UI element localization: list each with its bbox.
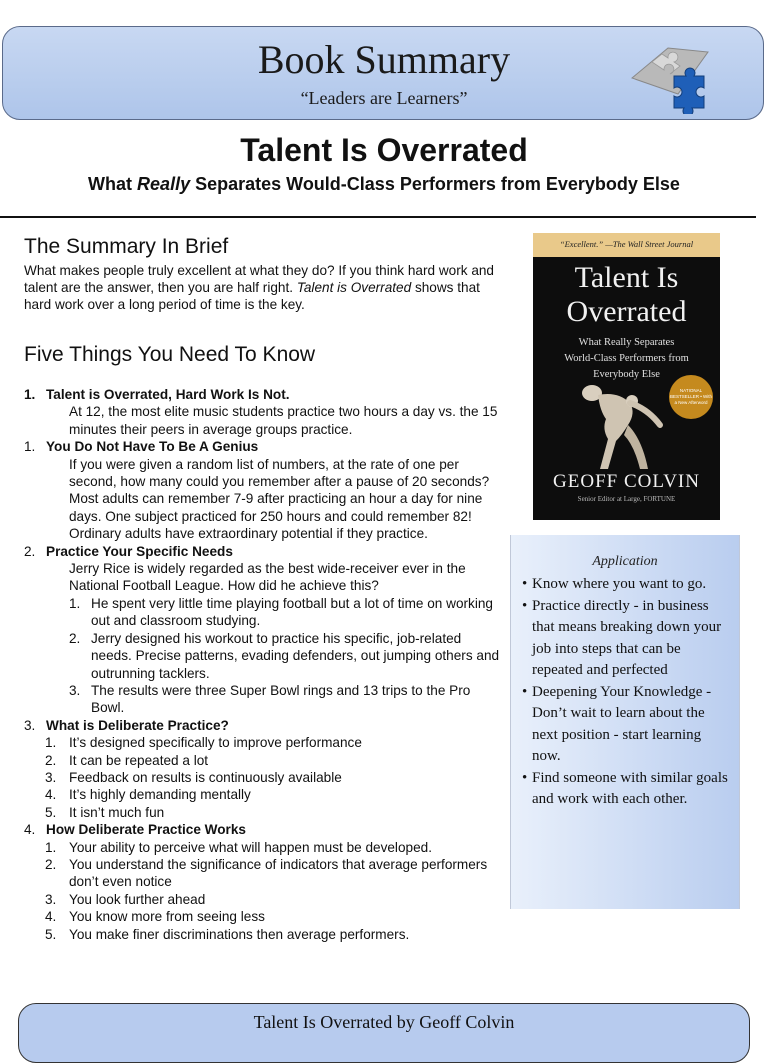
sub-point: 2. Jerry designed his workout to practice his specific, job-related needs. Precise patterns, evading defenders, out jumping others and outrunning tacklers.	[69, 630, 500, 681]
list-item-body: If you were given a random list of numbers, at the rate of one per second, how many could you remember after a pause of 20 seconds? Most adults can remember 7-9 after practicing an hour a day for nine days. One subject practiced for 250 hours and could remember 82! Ordinary adults have extraordinary potential if they practice.	[69, 456, 490, 542]
list-item-title: You Do Not Have To Be A Genius	[46, 439, 259, 455]
list-item-body: At 12, the most elite music students practice two hours a day vs. the 15 minutes their peers in average groups practice.	[69, 404, 498, 437]
header-title: Book Summary	[257, 37, 511, 82]
sub-point: 3. You look further ahead	[45, 891, 206, 907]
cover-author-note: Senior Editor at Large, FORTUNE	[577, 495, 676, 503]
application-list	[522, 574, 732, 811]
list-item: 4. How Deliberate Practice Works 1. Your ability to perceive what will happen must be developed. 2. You understand the significance of indicators that average performers don’t even notice 3. You look further ahead 4. You know more from seeing less 5. You make finer discriminations then average performers.	[24, 821, 504, 943]
book-subtitle: What Really Separates Would-Class Performers from Everybody Else	[88, 174, 680, 194]
sub-point: 4. You know more from seeing less	[45, 909, 265, 925]
sub-point: 1. Your ability to perceive what will happen must be developed.	[45, 839, 432, 855]
bestseller-seal: NATIONAL BESTSELLER • With a New Afterword	[669, 375, 713, 419]
summary-heading: The Summary In Brief	[24, 235, 229, 258]
book-title: Talent Is Overrated	[240, 132, 528, 168]
list-item-title: Practice Your Specific Needs	[46, 543, 233, 559]
header-tagline: “Leaders are Learners”	[300, 88, 468, 108]
application-item: • Deepening Your Knowledge - Don’t wait to learn about the next position - start learning now.	[522, 683, 712, 764]
sub-point: 5. It isn’t much fun	[45, 804, 165, 820]
application-item: • Practice directly - in business that means breaking down your job into steps that can be repeated and perfected	[522, 597, 722, 678]
list-item-title: Talent is Overrated, Hard Work Is Not.	[46, 387, 290, 402]
sub-point: 2. You understand the significance of indicators that average performers don’t even notice	[45, 856, 488, 890]
discus-thrower-statue-icon	[578, 381, 668, 471]
sub-point: 2. It can be repeated a lot	[45, 752, 209, 768]
sub-point: 1. He spent very little time playing football but a lot of time on working out and classroom studying.	[69, 595, 493, 629]
list-item: 1. Talent is Overrated, Hard Work Is Not. At 12, the most elite music students practice two hours a day vs. the 15 minutes their peers in average groups practice.	[24, 386, 504, 438]
list-item: 3. What is Deliberate Practice? 1. It’s designed specifically to improve performance 2. It can be repeated a lot 3. Feedback on results is continuously available 4. It’s highly demanding mentally 5. It isn’t much fun	[24, 717, 504, 821]
puzzle-piece-icon	[624, 34, 714, 114]
sub-point: 4. It’s highly demanding mentally	[45, 787, 251, 803]
list-item-body: Jerry Rice is widely regarded as the best wide-receiver ever in the National Football League. How did he achieve this?	[69, 561, 466, 594]
application-item: • Know where you want to go.	[522, 576, 707, 592]
application-title: Application	[592, 554, 658, 569]
list-item-title: How Deliberate Practice Works	[46, 822, 246, 838]
cover-subtitle: What Really Separates World-Class Performers from Everybody Else	[564, 337, 689, 380]
application-item: • Find someone with similar goals and work with each other.	[522, 769, 728, 807]
sub-point: 5. You make finer discriminations then average performers.	[45, 926, 410, 942]
list-item-title: What is Deliberate Practice?	[46, 717, 229, 733]
five-things-list	[24, 386, 504, 943]
sub-point: 3. Feedback on results is continuously available	[45, 769, 342, 785]
list-item: 1. You Do Not Have To Be A Genius If you were given a random list of numbers, at the rate of one per second, how many could you remember after a pause of 20 seconds? Most adults can remember 7-9 after practicing an hour a day for nine days. One subject practiced for 250 hours and could remember 82! Ordinary adults have extraordinary potential if they practice.	[24, 438, 504, 542]
book-cover	[533, 233, 720, 520]
cover-title: Talent Is Overrated	[566, 261, 687, 328]
sub-point: 3. The results were three Super Bowl rings and 13 trips to the Pro Bowl.	[69, 682, 471, 716]
list-item: 2. Practice Your Specific Needs Jerry Rice is widely regarded as the best wide-receiver ever in the National Football League. How did he achieve this? 1. He spent very little time playing football but a lot of time on working out and classroom studying. 2. Jerry designed his workout to practice his specific, job-related needs. Precise patterns, evading defenders, out jumping others and outrunning tacklers. 3. The results were three Super Bowl rings and 13 trips to the Pro Bowl.	[24, 543, 504, 717]
cover-quote: “Excellent.” —The Wall Street Journal	[559, 239, 694, 249]
divider	[0, 216, 756, 218]
footer-text: Talent Is Overrated by Geoff Colvin	[253, 1012, 515, 1032]
summary-text: What makes people truly excellent at what they do? If you think hard work and talent are the answer, then you are half right. Talent is Overrated shows that hard work over a long period of time is the key.	[24, 263, 494, 312]
sub-point: 1. It’s designed specifically to improve performance	[45, 735, 362, 751]
cover-author: GEOFF COLVIN	[553, 471, 700, 492]
five-things-heading: Five Things You Need To Know	[24, 343, 316, 366]
